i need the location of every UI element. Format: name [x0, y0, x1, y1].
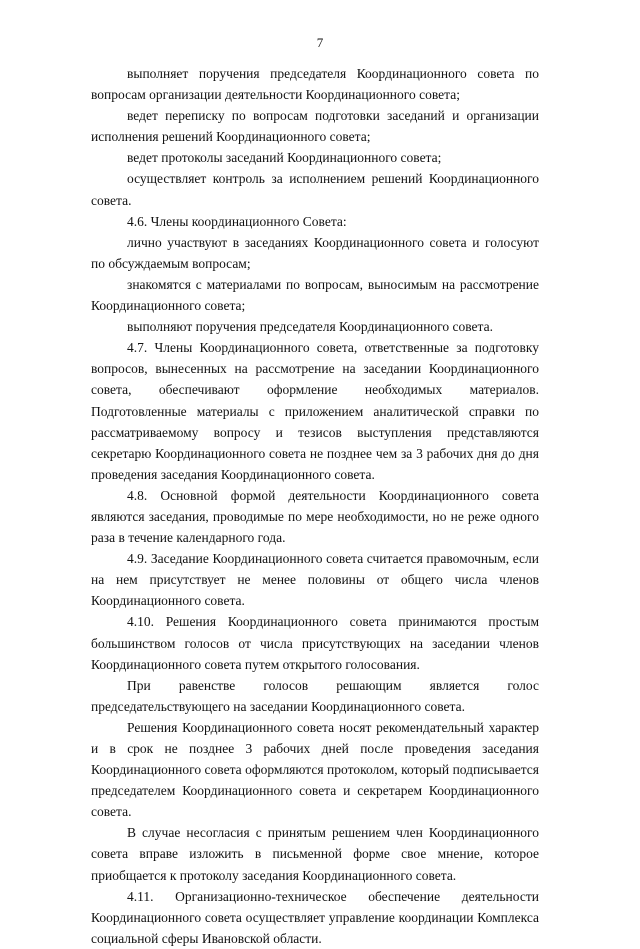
- page-number: 7: [316, 35, 324, 50]
- paragraph-member-duty-2: знакомятся с материалами по вопросам, выносимым на рассмотрение Координационного совета;: [91, 276, 539, 314]
- paragraph-4-9: 4.9. Заседание Координационного совета считается правомочным, если на нем присутствует не менее половины от общего числа членов Координационного совета.: [91, 551, 539, 609]
- paragraph-disagreement: В случае несогласия с принятым решением член Координационного совета вправе изложить в письменной форме свое мнение, которое приобщается к протоколу заседания Координационного совета.: [91, 825, 539, 883]
- paragraph-secretary-duty-2: ведет переписку по вопросам подготовки заседаний и организации исполнения решений Координационного совета;: [91, 108, 539, 145]
- paragraph-4-11: 4.11. Организационно-техническое обеспечение деятельности Координационного совета осуществляет управление координации Комплекса социальной сферы Ивановской области.: [91, 888, 539, 946]
- paragraph-secretary-duty-4: осуществляет контроль за исполнением решений Координационного совета.: [91, 171, 539, 208]
- paragraph-4-10: 4.10. Решения Координационного совета принимаются простым большинством голосов от числа присутствующих на заседании членов Координационного совета путем открытого голосования.: [91, 614, 539, 672]
- paragraph-member-duty-1: лично участвуют в заседаниях Координационного совета и голосуют по обсуждаемым вопросам;: [91, 234, 539, 271]
- paragraph-secretary-duty-3: ведет протоколы заседаний Координационного совета;: [127, 150, 442, 166]
- paragraph-4-8: 4.8. Основной формой деятельности Координационного совета являются заседания, проводимые по мере необходимости, но не реже одного раза в течение календарного года.: [91, 487, 539, 546]
- paragraph-member-duty-3: выполняют поручения председателя Координационного совета.: [127, 319, 493, 335]
- paragraph-tie-vote: При равенстве голосов решающим является голос председательствующего на заседании Координационного совета.: [91, 677, 539, 714]
- paragraph-secretary-duty-1: выполняет поручения председателя Координационного совета по вопросам организации деятельности Координационного совета;: [91, 66, 539, 103]
- paragraph-4-7: 4.7. Члены Координационного совета, ответственные за подготовку вопросов, вынесенных на рассмотрение на заседании Координационного совета, обеспечивают оформление необходимых материалов. Подготовленные материалы с приложением аналитической справки по рассматриваемому вопросу и тезисов выступления представляются секретарю Координационного совета не позднее чем за 3 рабочих дня до дня проведения заседания Координационного совета.: [91, 340, 539, 482]
- document-body: [91, 63, 539, 949]
- paragraph-decisions-protocol: Решения Координационного совета носят рекомендательный характер и в срок не позднее 3 рабочих дней после проведения заседания Координационного совета оформляются протоколом, который подписывается председателем Координационного совета и секретарем Координационного совета.: [91, 719, 539, 820]
- paragraph-4-6: 4.6. Члены координационного Совета:: [127, 213, 347, 229]
